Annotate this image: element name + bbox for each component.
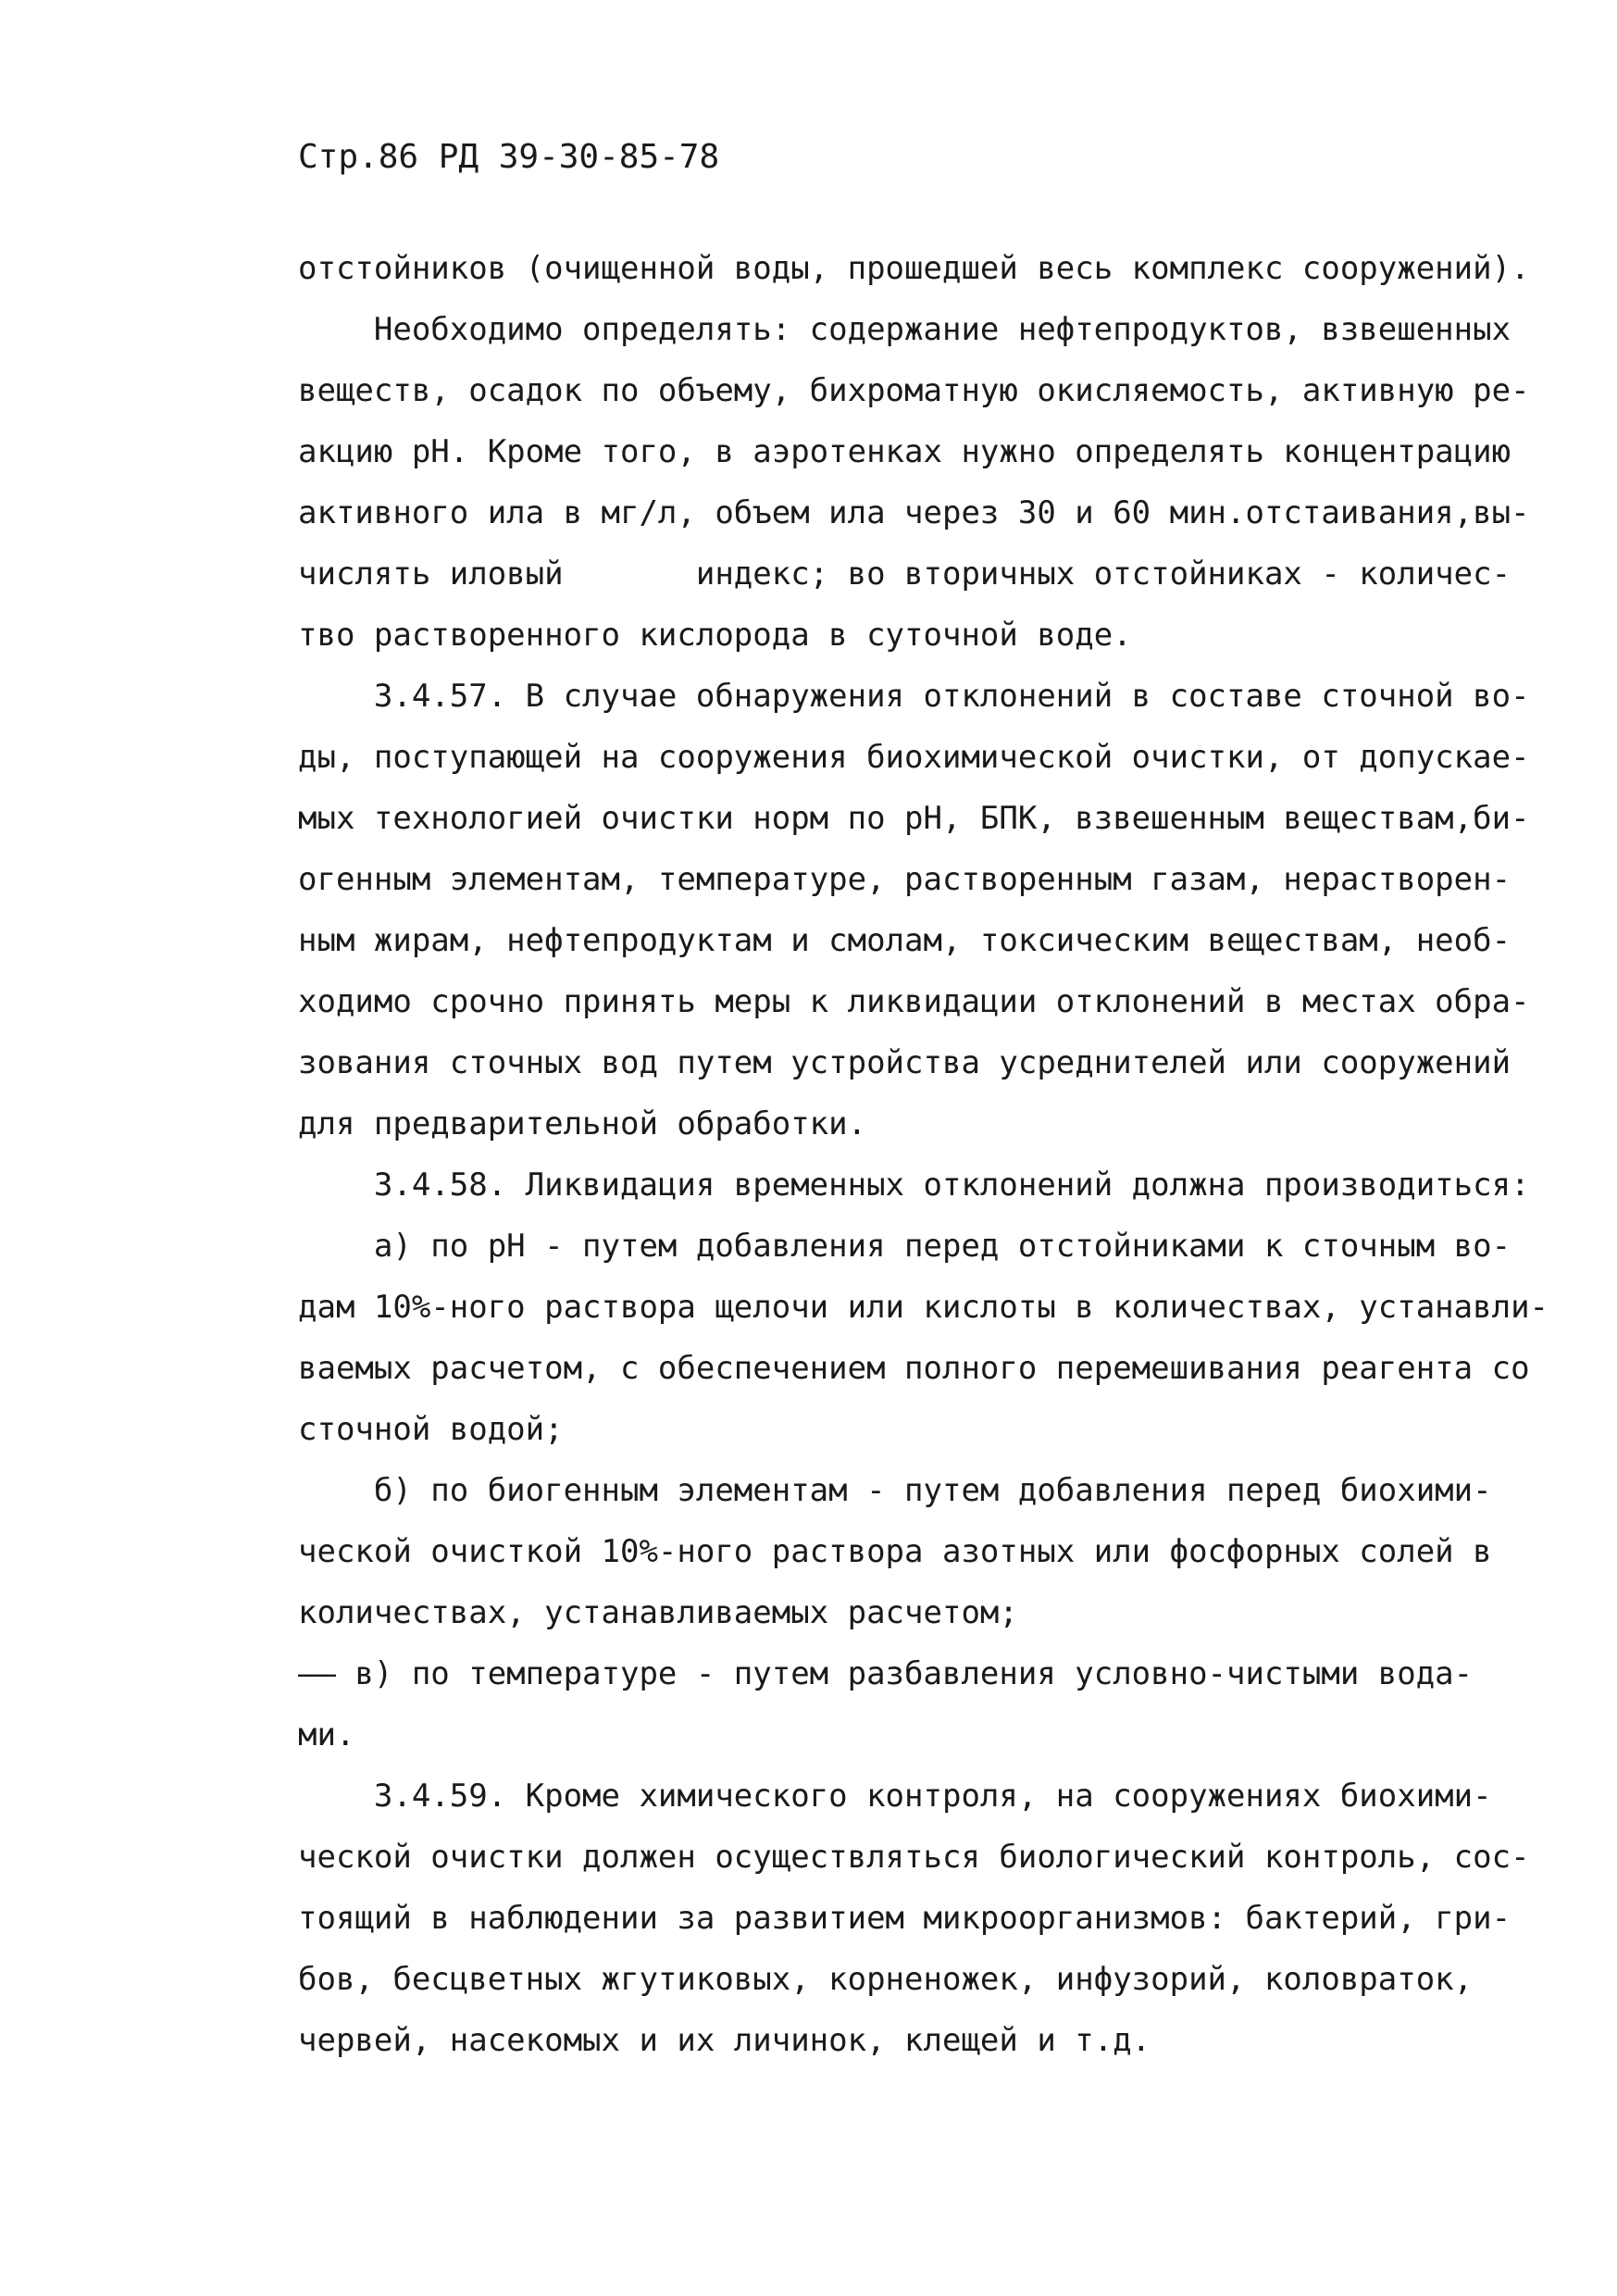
text-line: сточной водой; — [298, 1411, 564, 1448]
text-line: отстойников (очищенной воды, прошедшей весь комплекс сооружений). — [298, 250, 1530, 287]
text-line: ческой очистки должен осуществляться биологический контроль, сос- — [298, 1839, 1530, 1876]
text-line: —— в) по температуре - путем разбавления условно-чистыми вода- — [298, 1655, 1474, 1692]
text-line: количествах, устанавливаемых расчетом; — [298, 1594, 1018, 1631]
text-line: ным жирам, нефтепродуктам и смолам, токсическим веществам, необ- — [298, 922, 1511, 959]
text-line: ческой очисткой 10%-ного раствора азотных или фосфорных солей в — [298, 1533, 1492, 1570]
text-line: тоящий в наблюдении за развитием микроорганизмов: бактерий, гри- — [298, 1900, 1511, 1937]
text-line: ваемых расчетом, с обеспечением полного перемешивания реагента со — [298, 1350, 1530, 1387]
text-line: дам 10%-ного раствора щелочи или кислоты в количествах, устанавли- — [298, 1289, 1549, 1326]
text-line: 3.4.57. В случае обнаружения отклонений в составе сточной во- — [298, 678, 1530, 715]
text-line: б) по биогенным элементам - путем добавления перед биохими- — [298, 1472, 1492, 1509]
text-line: бов, бесцветных жгутиковых, корненожек, инфузорий, коловраток, — [298, 1961, 1474, 1998]
text-line: активного ила в мг/л, объем ила через 30 и 60 мин.отстаивания,вы- — [298, 494, 1530, 531]
text-line: ды, поступающей на сооружения биохимической очистки, от допускае- — [298, 739, 1530, 776]
text-line: мых технологией очистки норм по рН, БПК, взвешенным веществам,би- — [298, 800, 1530, 837]
text-line: акцию рН. Кроме того, в аэротенках нужно определять концентрацию — [298, 433, 1511, 470]
text-line: червей, насекомых и их личинок, клещей и т.д. — [298, 2022, 1151, 2059]
text-line: ми. — [298, 1716, 355, 1753]
text-line: Необходимо определять: содержание нефтепродуктов, взвешенных — [298, 311, 1511, 348]
text-line: числять иловый индекс; во вторичных отстойниках - количес- — [298, 555, 1511, 593]
text-line: тво растворенного кислорода в суточной воде. — [298, 617, 1132, 654]
text-line: зования сточных вод путем устройства усреднителей или сооружений — [298, 1044, 1511, 1081]
text-line: для предварительной обработки. — [298, 1105, 867, 1142]
text-line: ходимо срочно принять меры к ликвидации отклонений в местах обра- — [298, 983, 1530, 1020]
text-line: огенным элементам, температуре, растворенным газам, нерастворен- — [298, 861, 1511, 898]
text-line: 3.4.58. Ликвидация временных отклонений должна производиться: — [298, 1167, 1530, 1204]
page-header: Стр.86 РД 39-30-85-78 — [298, 138, 720, 176]
text-line: а) по рН - путем добавления перед отстойниками к сточным во- — [298, 1228, 1511, 1265]
text-line: веществ, осадок по объему, бихроматную окисляемость, активную ре- — [298, 372, 1530, 409]
text-line: 3.4.59. Кроме химического контроля, на сооружениях биохими- — [298, 1778, 1492, 1815]
